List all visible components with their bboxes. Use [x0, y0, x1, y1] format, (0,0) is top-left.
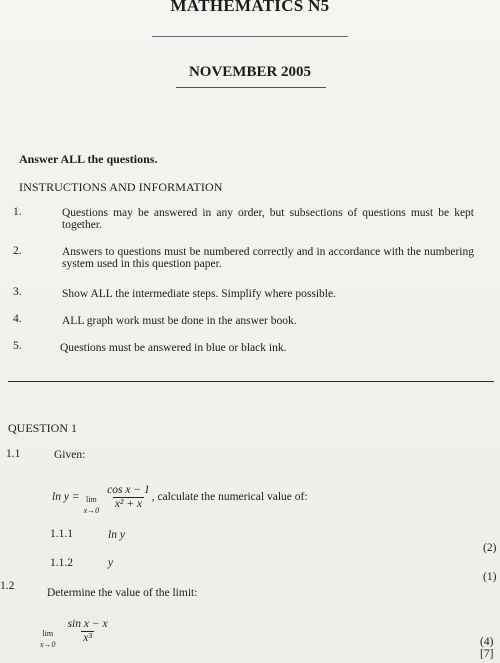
instruction-number: 5. [13, 340, 22, 352]
formula-lhs: ln y = [52, 491, 80, 503]
subquestion-text: Given: [54, 449, 86, 461]
marks: (2) [483, 542, 497, 554]
fraction-numerator: cos x − 1 [107, 483, 150, 496]
limit-word: lim [42, 629, 54, 638]
formula-sin-limit [40, 612, 110, 650]
instruction-number: 1. [13, 206, 22, 218]
formula-fraction [105, 484, 152, 511]
formula-trailing-text: , calculate the numerical value of: [151, 491, 308, 503]
subquestion-text: ln y [108, 529, 125, 541]
subquestion-number: 1.1 [6, 448, 21, 460]
instruction-number: 3. [13, 286, 22, 298]
fraction-numerator: sin x − x [67, 617, 108, 630]
limit-approach: x→0 [83, 506, 100, 515]
instruction-text: Show ALL the intermediate steps. Simplify where possible. [62, 288, 336, 300]
instruction-text: ALL graph work must be done in the answer book. [62, 315, 297, 327]
subquestion-number: 1.2 [0, 580, 15, 592]
formula-fraction [66, 618, 110, 645]
instruction-number: 2. [13, 245, 22, 257]
formula-ln-y [52, 478, 308, 516]
section-divider [8, 381, 494, 382]
instruction-text: Questions may be answered in any order, but subsections of questions must be kept together. [62, 207, 474, 231]
instructions-heading: INSTRUCTIONS AND INFORMATION [19, 180, 223, 194]
answer-all-instruction: Answer ALL the questions. [19, 152, 158, 166]
limit-word: lim [86, 495, 97, 504]
limit-operator [40, 628, 56, 650]
limit-approach: x→0 [40, 640, 56, 649]
instruction-text: Questions must be answered in blue or black ink. [60, 342, 287, 354]
instruction-text: Answers to questions must be numbered correctly and in accordance with the numbering system used in this question paper. [62, 246, 474, 270]
marks: (4) [480, 636, 494, 648]
question-heading: QUESTION 1 [8, 421, 77, 435]
fraction-denominator: x² + x [114, 497, 142, 510]
subquestion-text: Determine the value of the limit: [47, 587, 198, 599]
marks: (1) [483, 571, 497, 583]
subquestion-number: 1.1.1 [50, 528, 73, 540]
title-underline [152, 36, 348, 37]
paper-title: MATHEMATICS N5 [170, 0, 330, 15]
fraction-denominator: x³ [83, 631, 92, 644]
subquestion-text: y [108, 557, 114, 569]
subquestion-number: 1.1.2 [50, 557, 73, 569]
date-underline [176, 87, 326, 88]
paper-date: NOVEMBER 2005 [188, 64, 312, 80]
question-total-marks: [7] [480, 648, 494, 660]
limit-operator [84, 494, 100, 516]
instruction-number: 4. [13, 313, 22, 325]
